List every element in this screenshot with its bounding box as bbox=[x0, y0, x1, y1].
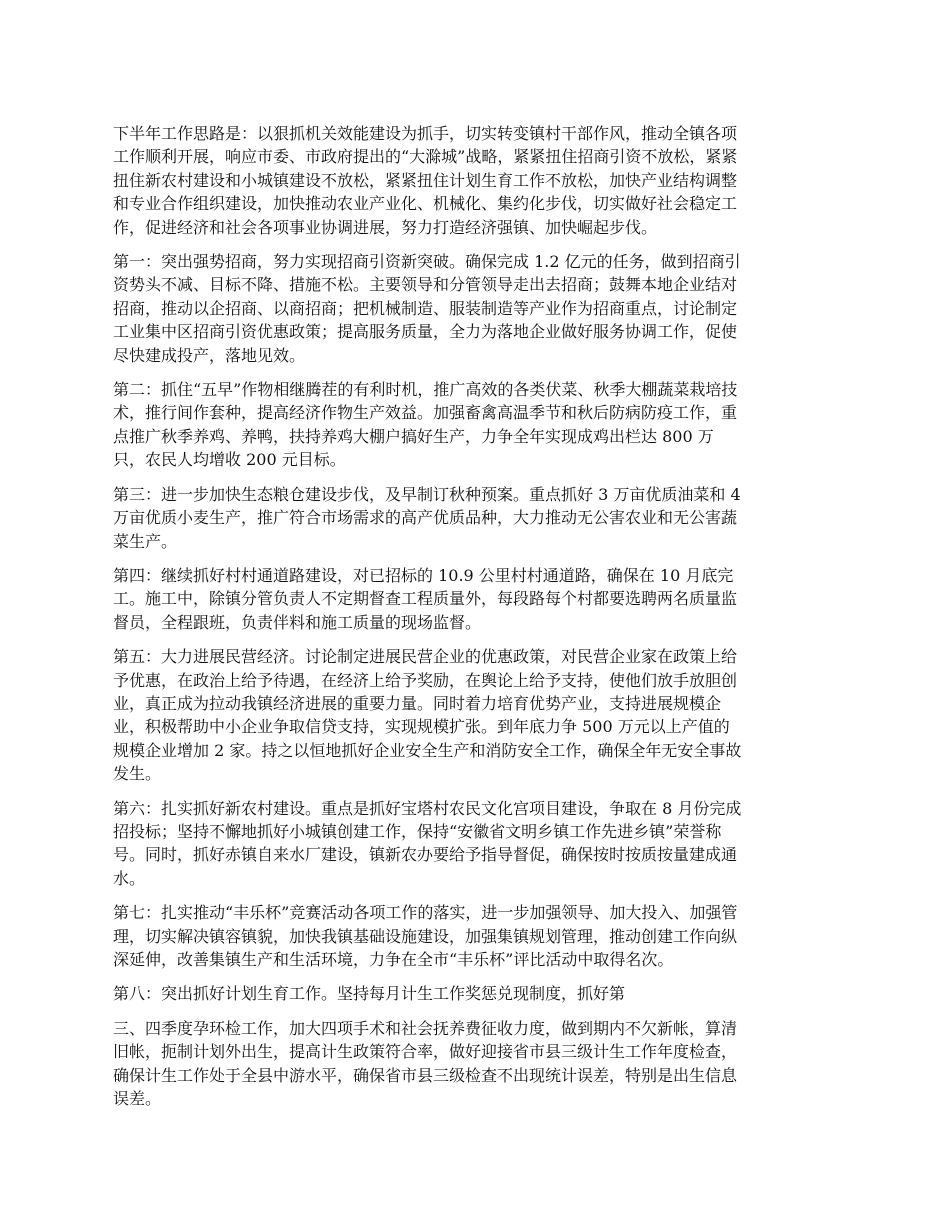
paragraph bbox=[113, 901, 841, 971]
text-line: 下半年工作思路是：以狠抓机关效能建设为抓手，切实转变镇村干部作风，推动全镇各项 bbox=[113, 124, 738, 143]
paragraph bbox=[113, 483, 841, 553]
text-line: 第五：大力进展民营经济。讨论制定进展民营企业的优惠政策，对民营企业家在政策上给 bbox=[113, 647, 738, 667]
text-line: 发生。 bbox=[113, 764, 162, 784]
text-line: 点推广秋季养鸡、养鸭，扶持养鸡大棚户搞好生产，力争全年实现成鸡出栏达 800 万 bbox=[113, 426, 714, 446]
text-line: 第二：抓住“五早”作物相继腾茬的有利时机，推广高效的各类伏菜、秋季大棚蔬菜栽培技 bbox=[113, 380, 738, 400]
text-line: 和专业合作组织建设，加快推动农业产业化、机械化、集约化步伐，切实做好社会稳定工 bbox=[113, 194, 738, 214]
text-line: 万亩优质小麦生产，推广符合市场需求的高产优质品种，大力推动无公害农业和无公害蔬 bbox=[113, 508, 738, 528]
text-line: 资势头不减、目标不降、措施不松。主要领导和分管领导走出去招商；鼓舞本地企业结对 bbox=[113, 275, 738, 295]
paragraph bbox=[113, 797, 841, 891]
text-line: 误差。 bbox=[113, 1089, 162, 1109]
text-line: 第七：扎实推动“丰乐杯”竞赛活动各项工作的落实，进一步加强领导、加大投入、加强管 bbox=[113, 903, 738, 923]
text-line: 菜生产。 bbox=[113, 531, 178, 551]
text-line: 理，切实解决镇容镇貌，加快我镇基础设施建设，加强集镇规划管理，推动创建工作向纵 bbox=[113, 926, 738, 946]
text-line: 作，促进经济和社会各项事业协调进展，努力打造经济强镇、加快崛起步伐。 bbox=[113, 217, 658, 237]
text-line: 扭住新农村建设和小城镇建设不放松，紧紧扭住计划生育工作不放松，加快产业结构调整 bbox=[113, 170, 738, 190]
text-line: 业，积极帮助中小企业争取信贷支持，实现规模扩张。到年底力争 500 万元以上产值的 bbox=[113, 717, 730, 737]
text-line: 督员，全程跟班，负责伴料和施工质量的现场监督。 bbox=[113, 612, 482, 632]
text-line: 尽快建成投产，落地见效。 bbox=[113, 345, 306, 365]
paragraph bbox=[113, 645, 841, 785]
text-line: 第三：进一步加快生态粮仓建设步伐，及早制订秋种预案。重点抓好 3 万亩优质油菜和 4 bbox=[113, 484, 741, 504]
text-line: 业，真正成为拉动我镇经济进展的重要力量。同时着力培育优势产业，支持进展规模企 bbox=[113, 693, 722, 713]
paragraph bbox=[113, 1017, 841, 1111]
text-line: 工。施工中，除镇分管负责人不定期督查工程质量外，每段路每个村都要选聘两名质量监 bbox=[113, 589, 738, 609]
text-line: 第八：突出抓好计划生育工作。坚持每月计生工作奖惩兑现制度，抓好第 bbox=[113, 984, 626, 1004]
text-line: 工作顺利开展，响应市委、市政府提出的“大滁城”战略，紧紧扭住招商引资不放松，紧紧 bbox=[113, 147, 738, 167]
paragraph bbox=[113, 378, 841, 472]
paragraph bbox=[113, 250, 841, 367]
text-line: 深延伸，改善集镇生产和生活环境，力争在全市“丰乐杯”评比活动中取得名次。 bbox=[113, 950, 674, 969]
text-line: 工业集中区招商引资优惠政策；提高服务质量，全力为落地企业做好服务协调工作，促使 bbox=[113, 322, 738, 342]
text-line: 规模企业增加 2 家。持之以恒地抓好企业安全生产和消防安全工作，确保全年无安全事故 bbox=[113, 740, 742, 760]
text-line: 术，推行间作套种，提高经济作物生产效益。加强畜禽高温季节和秋后防病防疫工作，重 bbox=[113, 403, 738, 423]
paragraph bbox=[113, 564, 841, 634]
text-line: 第四：继续抓好村村通道路建设，对已招标的 10.9 公里村村通道路，确保在 10 月底完 bbox=[113, 565, 734, 585]
text-line: 三、四季度孕环检工作，加大四项手术和社会抚养费征收力度，做到期内不欠新帐，算清 bbox=[113, 1018, 738, 1038]
text-line: 只，农民人均增收 200 元目标。 bbox=[113, 450, 346, 470]
text-line: 水。 bbox=[113, 868, 146, 888]
text-line: 号。同时，抓好赤镇自来水厂建设，镇新农办要给予指导督促，确保按时按质按量建成通 bbox=[113, 845, 738, 865]
text-line: 旧帐，扼制计划外出生，提高计生政策符合率，做好迎接省市县三级计生工作年度检查， bbox=[113, 1042, 738, 1062]
text-line: 招投标；坚持不懈地抓好小城镇创建工作，保持“安徽省文明乡镇工作先进乡镇”荣誉称 bbox=[113, 821, 722, 841]
paragraph bbox=[113, 122, 841, 239]
paragraph bbox=[113, 982, 841, 1005]
text-line: 招商，推动以企招商、以商招商；把机械制造、服装制造等产业作为招商重点，讨论制定 bbox=[113, 298, 738, 318]
document-body bbox=[113, 122, 841, 1121]
text-line: 确保计生工作处于全县中游水平，确保省市县三级检查不出现统计误差，特别是出生信息 bbox=[113, 1065, 738, 1085]
text-line: 予优惠，在政治上给予待遇，在经济上给予奖励，在舆论上给予支持，使他们放手放胆创 bbox=[113, 670, 738, 690]
text-line: 第一：突出强势招商，努力实现招商引资新突破。确保完成 1.2 亿元的任务，做到招商引 bbox=[113, 252, 741, 272]
text-line: 第六：扎实抓好新农村建设。重点是抓好宝塔村农民文化宫项目建设，争取在 8 月份完成 bbox=[113, 798, 742, 818]
